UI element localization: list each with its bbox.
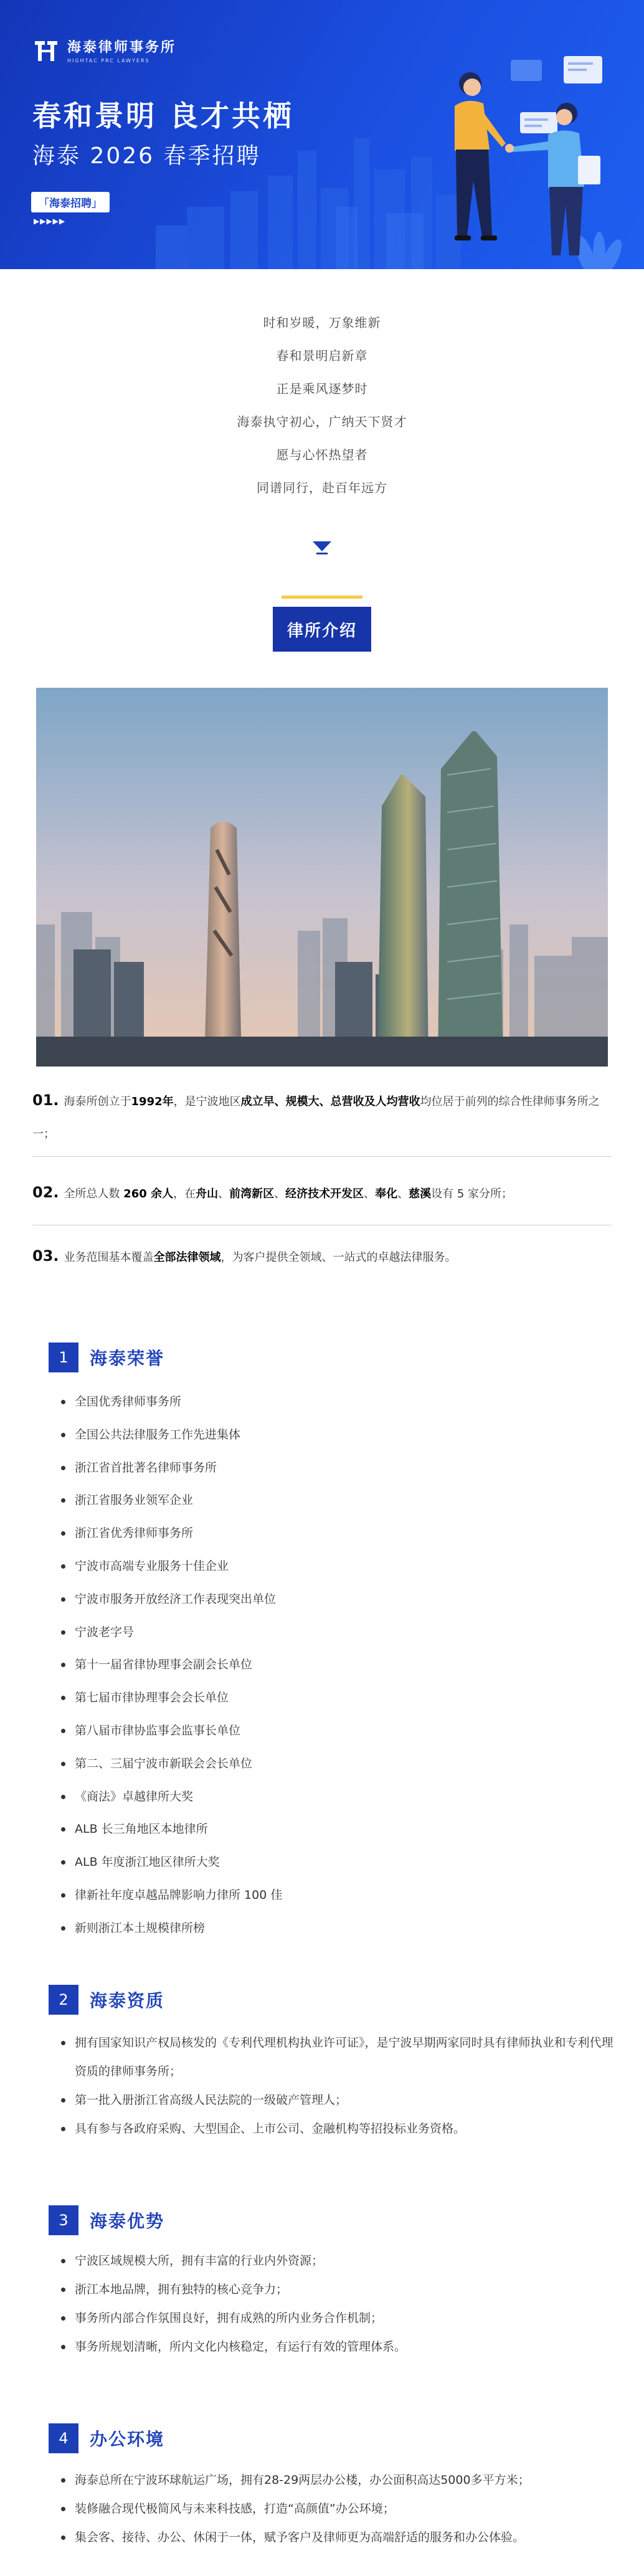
- intro-poem: [0, 307, 644, 505]
- city-skyline-photo: [36, 688, 608, 1067]
- list-item: 宁波市高端专业服务十佳企业: [60, 1550, 614, 1583]
- list-item: 装修融合现代极简风与未来科技感，打造“高颜值”办公环境；: [60, 2494, 614, 2523]
- list-item: ALB 长三角地区本地律所: [60, 1813, 614, 1846]
- poem-line: 愿与心怀热望者: [276, 447, 368, 462]
- list-item: 集会客、接待、办公、休闲于一体，赋予客户及律师更为高端舒适的服务和办公体验。: [60, 2523, 614, 2552]
- banner-arrows: ▶▶▶▶▶: [34, 217, 66, 226]
- about-paragraph-3: 03. 业务范围基本覆盖全部法律领域，为客户提供全领域、一站式的卓越法律服务。: [32, 1247, 457, 1265]
- firm-logo: [32, 36, 176, 64]
- honors-list: [60, 1385, 614, 1945]
- list-item: 全国优秀律师事务所: [60, 1385, 614, 1419]
- list-item: 事务所规划清晰，所内文化内核稳定，有运行有效的管理体系。: [60, 2332, 614, 2361]
- office-list: [60, 2466, 614, 2552]
- title-accent-line: [282, 596, 362, 599]
- divider: [32, 1156, 612, 1157]
- section-number: 4: [49, 2423, 78, 2453]
- poem-line: 春和景明启新章: [276, 348, 368, 363]
- list-item: 《商法》卓越律所大奖: [60, 1780, 614, 1813]
- list-item: 浙江省首批著名律师事务所: [60, 1452, 614, 1485]
- list-item: 宁波市服务开放经济工作表现突出单位: [60, 1583, 614, 1616]
- list-item: 第七届市律协理事会会长单位: [60, 1681, 614, 1714]
- about-section-title: 律所介绍: [273, 607, 371, 652]
- list-item: 具有参与各政府采购、大型国企、上市公司、金融机构等招投标业务资格。: [60, 2114, 614, 2143]
- section-title: 海泰资质: [90, 1987, 164, 2012]
- poem-line: 正是乘风逐梦时: [276, 381, 368, 396]
- section-title: 海泰荣誉: [90, 1345, 164, 1370]
- list-item: 拥有国家知识产权局核发的《专利代理机构执业许可证》，是宁波早期两家同时具有律师执业和专利代理资质的律师事务所；: [60, 2028, 614, 2086]
- section-number: 3: [49, 2205, 78, 2235]
- handshake-figures-illustration: [430, 56, 629, 269]
- list-item: 宁波区域规模大所，拥有丰富的行业内外资源；: [60, 2246, 614, 2275]
- list-item: 事务所内部合作氛围良好，拥有成熟的所内业务合作机制；: [60, 2304, 614, 2332]
- banner-headline: 春和景明 良才共栖: [32, 99, 295, 133]
- list-item: 浙江省服务业领军企业: [60, 1484, 614, 1517]
- section-number: 1: [49, 1343, 78, 1372]
- advantages-list: [60, 2246, 614, 2361]
- list-item: 海泰总所在宁波环球航运广场，拥有28-29两层办公楼，办公面积高达5000多平方米；: [60, 2466, 614, 2494]
- banner-subheadline: 海泰 2026 春季招聘: [32, 143, 261, 169]
- list-item: 第十一届省律协理事会副会长单位: [60, 1648, 614, 1681]
- section-honors-header: [49, 1343, 164, 1372]
- list-item: 浙江省优秀律师事务所: [60, 1517, 614, 1550]
- banner-tag: 「海泰招聘」: [31, 192, 110, 212]
- list-item: 第八届市律协监事会监事长单位: [60, 1714, 614, 1747]
- hero-banner: [0, 0, 644, 269]
- list-item: 律新社年度卓越品牌影响力律所 100 佳: [60, 1879, 614, 1912]
- about-paragraph-2: 02. 全所总人数 260 余人，在舟山、前湾新区、经济技术开发区、奉化、慈溪设有 5 家分所；: [32, 1184, 513, 1201]
- list-item: 新则浙江本土规模律所榜: [60, 1912, 614, 1945]
- list-item: 浙江本地品牌，拥有独特的核心竞争力；: [60, 2275, 614, 2304]
- firm-logo-icon: [32, 36, 60, 64]
- logo-english-name: HIGHTAC PRC LAWYERS: [67, 57, 150, 64]
- poem-line: 海泰执守初心，广纳天下贤才: [237, 414, 407, 429]
- chevron-down-icon: [313, 541, 331, 555]
- about-paragraph-1: 01. 海泰所创立于1992年，是宁波地区成立早、规模大、总营收及人均营收均位居于前列的综合性律师事务所之一；: [32, 1091, 600, 1141]
- qualifications-list: [60, 2028, 614, 2143]
- section-number: 2: [49, 1985, 78, 2015]
- logo-name: 海泰律师事务所: [67, 39, 177, 55]
- section-title: 办公环境: [90, 2426, 164, 2451]
- section-qualifications-header: [49, 1985, 164, 2015]
- poem-line: 时和岁暖，万象维新: [263, 315, 381, 330]
- poem-line: 同谱同行，赴百年远方: [257, 480, 387, 495]
- section-office-header: [49, 2423, 164, 2453]
- list-item: 宁波老字号: [60, 1616, 614, 1649]
- list-item: 第一批入册浙江省高级人民法院的一级破产管理人；: [60, 2086, 614, 2114]
- section-title: 海泰优势: [90, 2208, 164, 2233]
- section-advantages-header: [49, 2205, 164, 2235]
- list-item: 第二、三届宁波市新联会会长单位: [60, 1747, 614, 1780]
- list-item: 全国公共法律服务工作先进集体: [60, 1419, 614, 1452]
- list-item: ALB 年度浙江地区律所大奖: [60, 1846, 614, 1879]
